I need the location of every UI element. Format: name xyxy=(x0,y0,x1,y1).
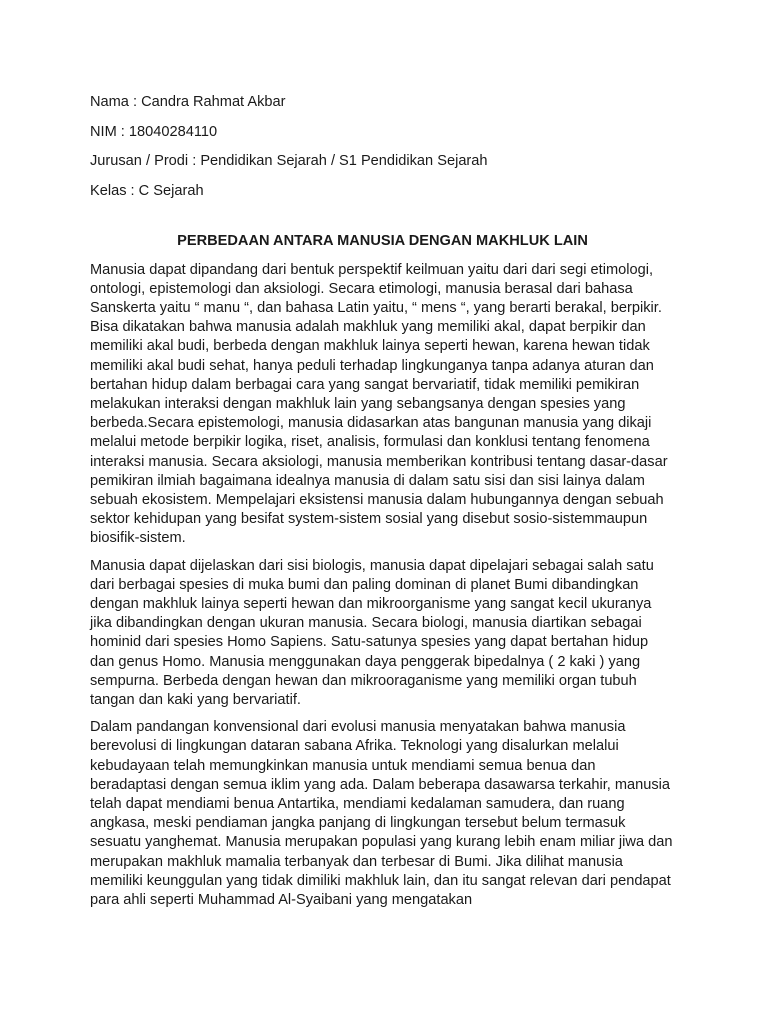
document-title: PERBEDAAN ANTARA MANUSIA DENGAN MAKHLUK LAIN xyxy=(177,232,588,249)
paragraph-3: Dalam pandangan konvensional dari evolusi manusia menyatakan bahwa manusia berevolusi di lingkungan dataran sabana Afrika. Teknologi yang disalurkan melalui kebudayaan telah memungkinkan manusia untuk mendiami semua benua dan beradaptasi dengan semua iklim yang ada. Dalam beberapa dasawarsa terkahir, manusia telah dapat mendiami benua Antartika, mendiami kedalaman samudera, dan ruang angkasa, meski pendiaman jangka panjang di lingkungan tersebut belum termasuk sesuatu yanghemat. Manusia merupakan populasi yang kurang lebih enam miliar jiwa dan merupakan makhluk mamalia terbanyak dan terbesar di Bumi. Jika dilihat manusia memiliki keunggulan yang tidak dimiliki makhluk lain, dan itu sangat relevan dari pendapat para ahli seperti Muhammad Al-Syaibani yang mengatakan xyxy=(90,719,673,908)
paragraph-1: Manusia dapat dipandang dari bentuk perspektif keilmuan yaitu dari dari segi etimologi, ontologi, epistemologi dan aksiologi. Secara etimologi, manusia berasal dari bahasa Sanskerta yaitu “ manu “, dan bahasa Latin yaitu, “ mens “, yang berarti berakal, berpikir. Bisa dikatakan bahwa manusia adalah makhluk yang memiliki akal, dapat berpikir dan memiliki akal budi, berbeda dengan makhluk lainya seperti hewan, karena hewan tidak memiliki akal budi sehat, hanya peduli terhadap lingkunganya tanpa adanya aturan dan bertahan hidup dalam berbagai cara yang sangat bervariatif, tidak memiliki pemikiran melakukan interaksi dengan makhluk lain yang sebangsanya dengan spesies yang berbeda.Secara epistemologi, manusia didasarkan atas bangunan manusia yang dikaji melalui metode berpikir logika, riset, analisis, formulasi dan konklusi tentang fenomena interaksi manusia. Secara aksiologi, manusia memberikan kontribusi tentang dasar-dasar pemikiran ilmiah bagaimana idealnya manusia di dalam satu sisi dan sisi lainya dalam sebuah ekosistem. Mempelajari eksistensi manusia dalam hubungannya dengan sebuah sektor kehidupan yang besifat system-sistem sosial yang disebut sosio-sistemmaupun biosifik-sistem. xyxy=(90,261,668,547)
major-line: Jurusan / Prodi : Pendidikan Sejarah / S1 Pendidikan Sejarah xyxy=(90,153,488,169)
paragraph-2: Manusia dapat dijelaskan dari sisi biologis, manusia dapat dipelajari sebagai salah satu dari berbagai spesies di muka bumi dan paling dominan di planet Bumi dibandingkan dengan makhluk lainya seperti hewan dan mikroorganisme yang sangat kecil ukuranya jika dibandingkan dengan ukuran manusia. Secara biologi, manusia diartikan sebagai hominid dari spesies Homo Sapiens. Satu-satunya spesies yang dapat bertahan hidup dan genus Homo. Manusia menggunakan daya penggerak bipedalnya ( 2 kaki ) yang sempurna. Berbeda dengan hewan dan mikrooraganisme yang memiliki organ tubuh tangan dan kaki yang bervariatif. xyxy=(90,557,654,708)
name-line: Nama : Candra Rahmat Akbar xyxy=(90,94,286,110)
class-line: Kelas : C Sejarah xyxy=(90,182,204,199)
document-page xyxy=(90,92,675,918)
nim-line: NIM : 18040284110 xyxy=(90,123,218,140)
